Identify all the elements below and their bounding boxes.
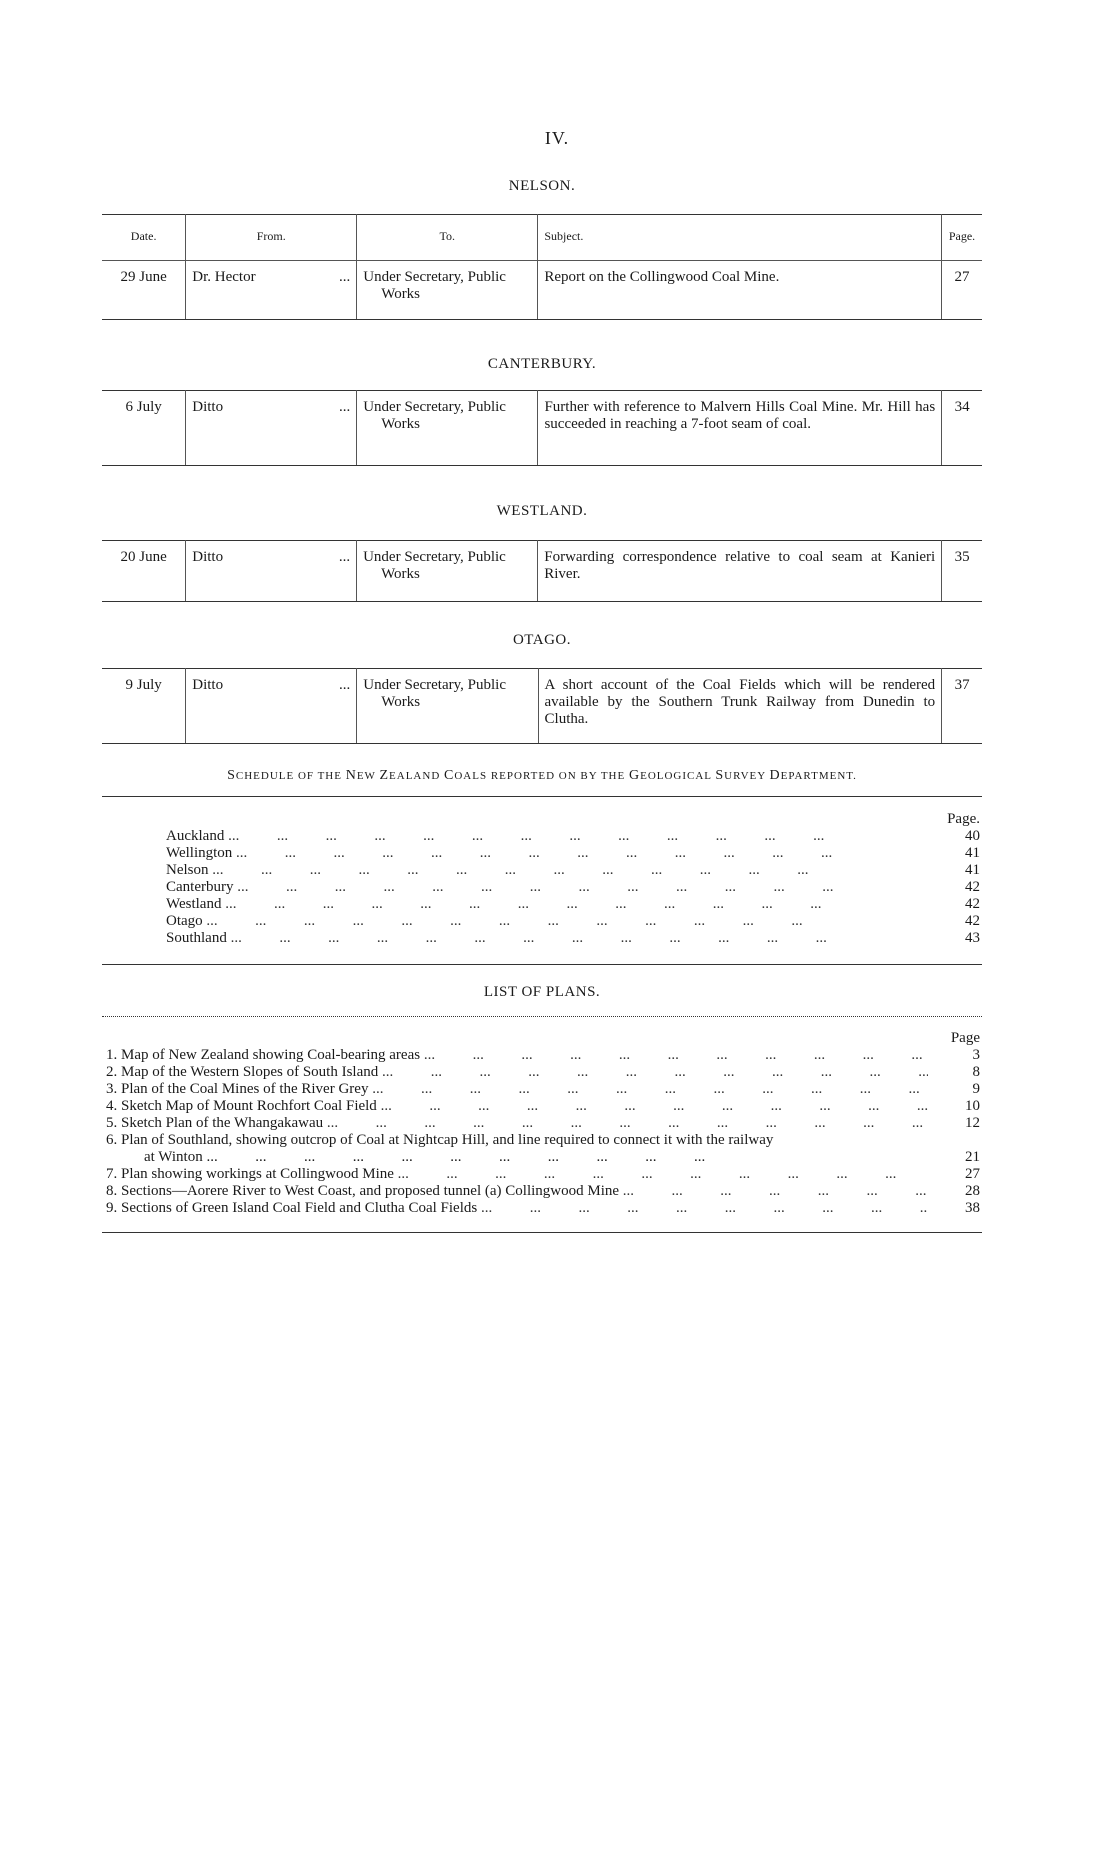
plan-item-text: 2. Map of the Western Slopes of South Island ... (106, 1064, 928, 1081)
row-page: 37 (942, 669, 982, 744)
list-item (166, 845, 980, 862)
schedule-title-part: URVEY (724, 770, 770, 782)
schedule-item-page: 41 (965, 845, 980, 861)
list-item (166, 930, 980, 947)
schedule-title-part: CHEDULE OF THE (235, 770, 346, 782)
row-from-text: Ditto (192, 399, 224, 415)
row-from-dots: ... (338, 549, 351, 565)
table-row (102, 541, 982, 602)
list-item (166, 913, 980, 930)
list-item (106, 1098, 980, 1115)
row-to (357, 669, 538, 744)
row-to-line2: Works (381, 566, 420, 582)
plan-item-page: 38 (965, 1200, 980, 1216)
row-to-line1: Under Secretary, Public (363, 677, 506, 693)
table-row (102, 669, 982, 744)
row-from-text: Ditto (192, 549, 224, 565)
schedule-item-page: 43 (965, 930, 980, 946)
list-item (106, 1064, 980, 1081)
plan-item-text: 8. Sections—Aorere River to West Coast, and proposed tunnel (a) Collingwood Mine ... (106, 1183, 928, 1200)
correspondence-table-canterbury (102, 390, 982, 466)
plan-item-page: 3 (972, 1047, 980, 1063)
section-title-otago: OTAGO. (512, 632, 572, 648)
plan-item-text: 9. Sections of Green Island Coal Field and Clutha Coal Fields ... (106, 1200, 928, 1217)
row-from-dots: ... (338, 399, 351, 415)
schedule-item-page: 42 (965, 879, 980, 895)
list-item (106, 1166, 980, 1183)
row-to-line2: Works (381, 416, 420, 432)
row-date: 6 July (102, 391, 186, 466)
row-to-line1: Under Secretary, Public (363, 549, 506, 565)
schedule-title-part: G (628, 768, 641, 783)
plan-item-text: 1. Map of New Zealand showing Coal-bearing areas ... (106, 1047, 928, 1064)
row-to (357, 391, 538, 466)
list-item (166, 879, 980, 896)
row-to-line2: Works (381, 694, 421, 710)
header-to: To. (357, 215, 538, 261)
list-item (106, 1047, 980, 1064)
plan-item-text: 6. Plan of Southland, showing outcrop of Coal at Nightcap Hill, and line required to connect it with the railway (106, 1132, 774, 1148)
row-date: 9 July (102, 669, 186, 744)
plan-item-page: 28 (965, 1183, 980, 1199)
schedule-item-name: Southland ... (166, 930, 928, 947)
schedule-title (102, 768, 982, 784)
row-to-line2: Works (381, 286, 421, 302)
schedule-title-part: N (345, 768, 357, 783)
divider (102, 964, 982, 965)
schedule-page-header: Page. (947, 811, 980, 827)
list-item (106, 1115, 980, 1132)
row-page: 35 (942, 541, 982, 602)
schedule-title-part: D (769, 768, 781, 783)
row-subject: Forwarding correspondence relative to coal seam at Kanieri River. (538, 541, 942, 602)
section-title-canterbury: CANTERBURY. (487, 356, 597, 372)
schedule-item-page: 41 (965, 862, 980, 878)
schedule-title-part: OALS REPORTED ON BY THE (454, 770, 629, 782)
row-page: 27 (942, 261, 983, 320)
plan-item-page: 21 (965, 1149, 980, 1165)
plans-page-header: Page (950, 1030, 980, 1046)
schedule-item-name: Otago ... (166, 913, 928, 930)
schedule-item-page: 42 (965, 896, 980, 912)
row-page: 34 (942, 391, 982, 466)
plan-item-text: 7. Plan showing workings at Collingwood Mine ... (106, 1166, 928, 1183)
row-subject: Further with reference to Malvern Hills Coal Mine. Mr. Hill has succeeded in reaching a 7-foot seam of coal. (538, 391, 942, 466)
row-subject: Report on the Collingwood Coal Mine. (538, 261, 942, 320)
row-from-dots: ... (339, 677, 351, 693)
row-from (186, 541, 357, 602)
row-to-line1: Under Secretary, Public (363, 399, 506, 415)
divider (102, 796, 982, 797)
list-item (106, 1132, 980, 1166)
row-from-dots: ... (338, 269, 351, 285)
row-subject: A short account of the Coal Fields which will be rendered available by the Southern Trunk Railway from Dunedin to Clutha. (538, 669, 942, 744)
divider (102, 1016, 982, 1017)
schedule-title-part: EPARTMENT. (780, 770, 857, 782)
schedule-item-name: Nelson ... (166, 862, 928, 879)
correspondence-table-otago (102, 668, 982, 744)
row-to-line1: Under Secretary, Public (363, 269, 506, 285)
list-item (106, 1200, 980, 1217)
schedule-title-part: EALAND (389, 770, 445, 782)
schedule-item-name: Auckland ... (166, 828, 928, 845)
schedule-list (166, 811, 980, 947)
plan-item-continuation: at Winton ... (106, 1149, 928, 1166)
row-from (186, 669, 357, 744)
plan-item-page: 27 (965, 1166, 980, 1182)
row-from (186, 391, 357, 466)
divider (102, 1232, 982, 1233)
correspondence-table-nelson (102, 214, 982, 320)
plan-item-text: 3. Plan of the Coal Mines of the River Grey ... (106, 1081, 928, 1098)
plan-item-page: 12 (965, 1115, 980, 1131)
schedule-item-page: 42 (965, 913, 980, 929)
schedule-title-part: Z (379, 768, 390, 783)
correspondence-table-westland (102, 540, 982, 602)
list-item (166, 896, 980, 913)
schedule-item-name: Wellington ... (166, 845, 928, 862)
section-title-westland: WESTLAND. (496, 503, 588, 519)
plan-item-text: 4. Sketch Map of Mount Rochfort Coal Field ... (106, 1098, 928, 1115)
row-date: 29 June (102, 261, 186, 320)
list-item (166, 862, 980, 879)
schedule-item-name: Canterbury ... (166, 879, 928, 896)
schedule-title-part: EOLOGICAL (640, 770, 716, 782)
row-date: 20 June (102, 541, 186, 602)
header-page: Page. (942, 215, 983, 261)
schedule-title-part: C (444, 768, 455, 783)
row-to (357, 261, 538, 320)
schedule-item-name: Westland ... (166, 896, 928, 913)
plan-item-page: 10 (965, 1098, 980, 1114)
plans-list (106, 1030, 980, 1217)
list-item (106, 1183, 980, 1200)
plan-item-page: 9 (972, 1081, 980, 1097)
list-item (106, 1081, 980, 1098)
schedule-title-part: S (715, 768, 725, 783)
schedule-title-part: S (227, 768, 236, 783)
header-from: From. (186, 215, 357, 261)
schedule-title-part: EW (356, 770, 380, 782)
table-row (102, 391, 982, 466)
table-row (102, 261, 982, 320)
page-number: IV. (544, 128, 570, 148)
row-to (357, 541, 538, 602)
header-subject: Subject. (538, 215, 942, 261)
plan-item-page: 8 (972, 1064, 980, 1080)
row-from-text: Dr. Hector (192, 269, 256, 285)
row-from (186, 261, 357, 320)
schedule-item-page: 40 (965, 828, 980, 844)
header-date: Date. (102, 215, 186, 261)
section-title-nelson: NELSON. (508, 178, 576, 194)
plan-item-text: 5. Sketch Plan of the Whangakawau ... (106, 1115, 928, 1132)
plans-title: LIST OF PLANS. (483, 984, 601, 1000)
list-item (166, 828, 980, 845)
row-from-text: Ditto (192, 677, 224, 693)
